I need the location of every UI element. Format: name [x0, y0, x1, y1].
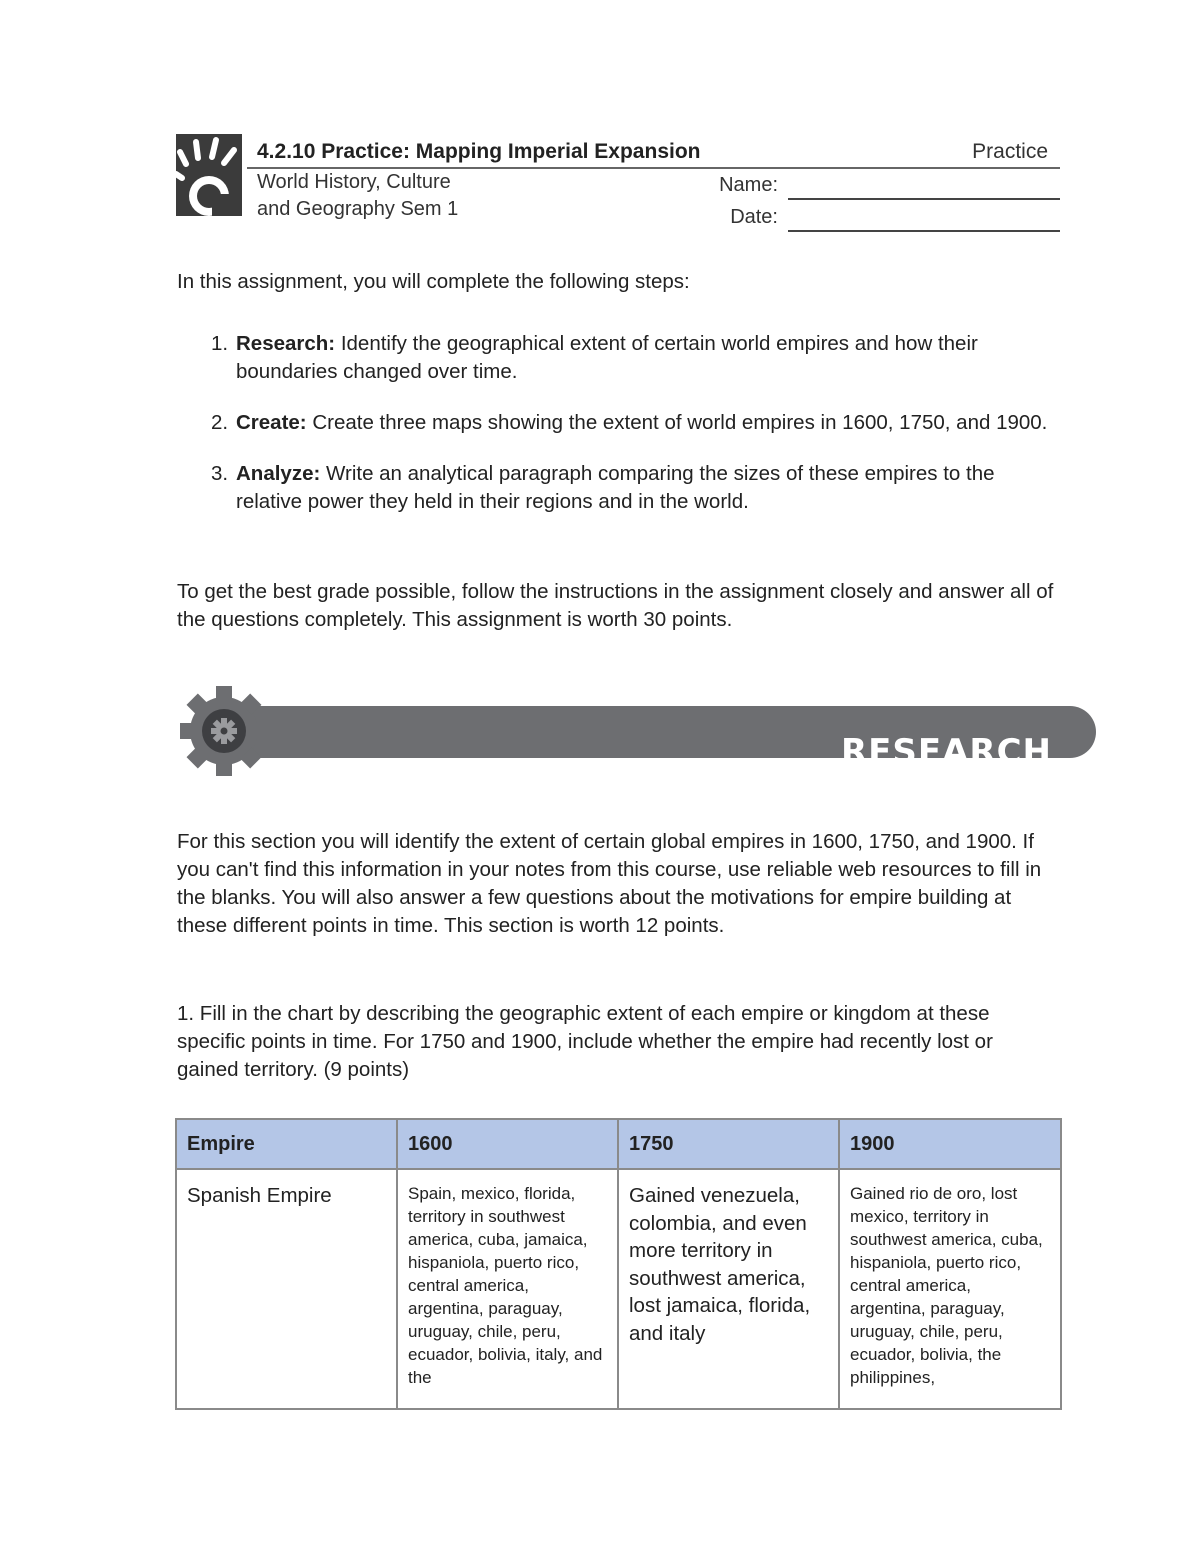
cell-empire-name: Spanish Empire — [176, 1169, 397, 1409]
step-number: 1. — [211, 332, 229, 355]
intro-text: In this assignment, you will complete the following steps: — [177, 270, 690, 293]
cell-1900-text: Gained rio de oro, lost mexico, territory in southwest america, cuba, hispaniola, puerto rico, central america, argentina, paraguay, uruguay, chile, peru, ecuador, bolivia, the philippines, — [850, 1184, 1043, 1387]
cell-1600[interactable] — [397, 1169, 618, 1409]
step-number: 3. — [211, 462, 229, 485]
name-label: Name: — [719, 174, 778, 196]
table-header-row — [176, 1119, 1061, 1169]
step-text: Write an analytical paragraph comparing the sizes of these empires to the relative power they held in their regions and in the world. — [236, 462, 995, 513]
cell-1750[interactable] — [618, 1169, 839, 1409]
empire-table — [175, 1118, 1062, 1410]
step-research — [211, 330, 1056, 386]
date-label: Date: — [730, 206, 778, 228]
step-label: Analyze: — [236, 462, 321, 485]
section-title: RESEARCH — [840, 732, 1052, 772]
research-banner — [178, 686, 1100, 776]
page-title: 4.2.10 Practice: Mapping Imperial Expansion — [257, 140, 701, 163]
assignment-type: Practice — [972, 140, 1048, 163]
column-header-1900: 1900 — [839, 1119, 1061, 1169]
cell-1600-text: Spain, mexico, florida, territory in southwest america, cuba, jamaica, hispaniola, puerto rico, central america, argentina, paraguay, uruguay, chile, peru, ecuador, bolivia, italy, and the — [408, 1184, 603, 1387]
course-name-line2: and Geography Sem 1 — [257, 198, 459, 220]
column-header-1600: 1600 — [397, 1119, 618, 1169]
column-header-empire: Empire — [176, 1119, 397, 1169]
gear-icon — [178, 686, 270, 776]
cell-1900[interactable] — [839, 1169, 1061, 1409]
step-text: Create three maps showing the extent of world empires in 1600, 1750, and 1900. — [306, 411, 1048, 434]
steps-list — [211, 330, 1056, 539]
step-label: Research: — [236, 332, 336, 355]
step-number: 2. — [211, 411, 229, 434]
course-name-line1: World History, Culture — [257, 171, 451, 193]
table-row — [176, 1169, 1061, 1409]
banner-bar — [218, 706, 1096, 772]
step-analyze — [211, 460, 1056, 516]
cell-1750-text: Gained venezuela, colombia, and even more territory in southwest america, lost jamaica, florida, and italy — [629, 1184, 811, 1345]
section-intro: For this section you will identify the extent of certain global empires in 1600, 1750, and 1900. If you can't find this information in your notes from this course, use reliable web resources to fill in the blanks. You will also answer a few questions about the motivations for empire building at these different points in time. This section is worth 12 points. — [177, 830, 1042, 937]
closing-text: To get the best grade possible, follow the instructions in the assignment closely and answer all of the questions completely. This assignment is worth 30 points. — [177, 580, 1054, 631]
column-header-1750: 1750 — [618, 1119, 839, 1169]
question-1: 1. Fill in the chart by describing the geographic extent of each empire or kingdom at these specific points in time. For 1750 and 1900, include whether the empire had recently lost or gained territory. (9 points) — [177, 1002, 993, 1081]
step-text: Identify the geographical extent of certain world empires and how their boundaries changed over time. — [236, 332, 978, 383]
date-field[interactable] — [788, 230, 1060, 232]
sunburst-logo-icon — [176, 134, 242, 216]
step-create — [211, 409, 1056, 437]
header-divider — [247, 167, 1060, 169]
step-label: Create: — [236, 411, 307, 434]
name-field[interactable] — [788, 198, 1060, 200]
